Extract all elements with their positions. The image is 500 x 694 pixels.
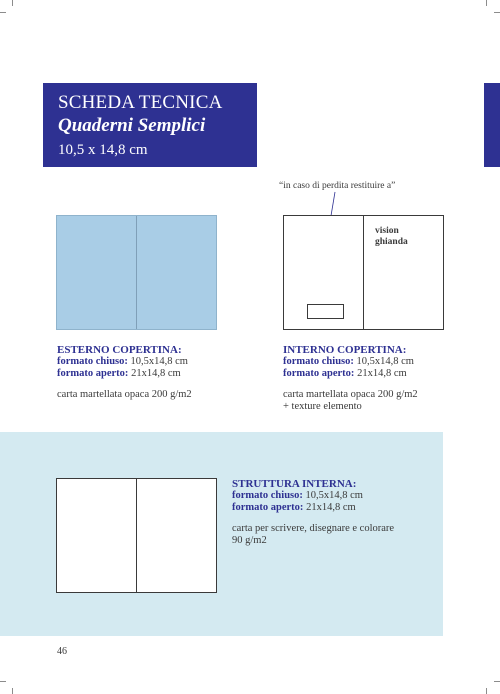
spec-label: formato chiuso: xyxy=(57,356,128,367)
crop-mark xyxy=(0,681,6,682)
name-field-box xyxy=(307,304,344,319)
page-number: 46 xyxy=(57,646,67,657)
fold-line xyxy=(136,479,137,592)
section-title: INTERNO COPERTINA: xyxy=(283,344,407,356)
spec-value: 10,5x14,8 cm xyxy=(130,356,188,367)
spec-value: 21x14,8 cm xyxy=(131,368,181,379)
paper-spec: carta martellata opaca 200 g/m2 xyxy=(57,389,192,400)
exterior-specs xyxy=(57,344,192,401)
crop-mark xyxy=(494,681,500,682)
paper-spec: carta martellata opaca 200 g/m2 xyxy=(283,389,418,400)
interior-cover-diagram xyxy=(283,215,444,330)
paper-spec: 90 g/m2 xyxy=(232,535,267,546)
paper-spec: carta per scrivere, disegnare e colorare xyxy=(232,523,395,534)
spec-label: formato aperto: xyxy=(283,368,355,379)
spec-value: 10,5x14,8 cm xyxy=(305,490,363,501)
crop-mark xyxy=(486,688,487,694)
section-title: ESTERNO COPERTINA: xyxy=(57,344,182,356)
brand-line: vision xyxy=(375,226,399,236)
product-size: 10,5 x 14,8 cm xyxy=(58,142,148,158)
interior-note-caption: “in caso di perdita restituire a” xyxy=(279,181,396,191)
spec-label: formato aperto: xyxy=(232,502,304,513)
spec-value: 21x14,8 cm xyxy=(357,368,407,379)
spec-value: 21x14,8 cm xyxy=(306,502,356,513)
interior-specs xyxy=(283,344,418,413)
crop-mark xyxy=(494,12,500,13)
side-tab xyxy=(484,83,500,167)
spec-label: formato aperto: xyxy=(57,368,129,379)
crop-mark xyxy=(12,688,13,694)
spec-label: formato chiuso: xyxy=(232,490,303,501)
brand-line: ghianda xyxy=(375,237,408,247)
inner-pages-diagram xyxy=(56,478,217,593)
brand-text xyxy=(375,226,408,248)
crop-mark xyxy=(0,12,6,13)
fold-line xyxy=(363,216,364,329)
spec-label: formato chiuso: xyxy=(283,356,354,367)
paper-spec: + texture elemento xyxy=(283,401,362,412)
section-title: STRUTTURA INTERNA: xyxy=(232,478,357,490)
exterior-cover-diagram xyxy=(56,215,217,330)
crop-mark xyxy=(12,0,13,6)
crop-mark xyxy=(486,0,487,6)
fold-line xyxy=(136,216,137,329)
structure-specs xyxy=(232,478,394,547)
product-name: Quaderni Semplici xyxy=(58,115,206,136)
title-banner xyxy=(43,83,257,167)
page-title: SCHEDA TECNICA xyxy=(58,92,223,113)
spec-value: 10,5x14,8 cm xyxy=(356,356,414,367)
